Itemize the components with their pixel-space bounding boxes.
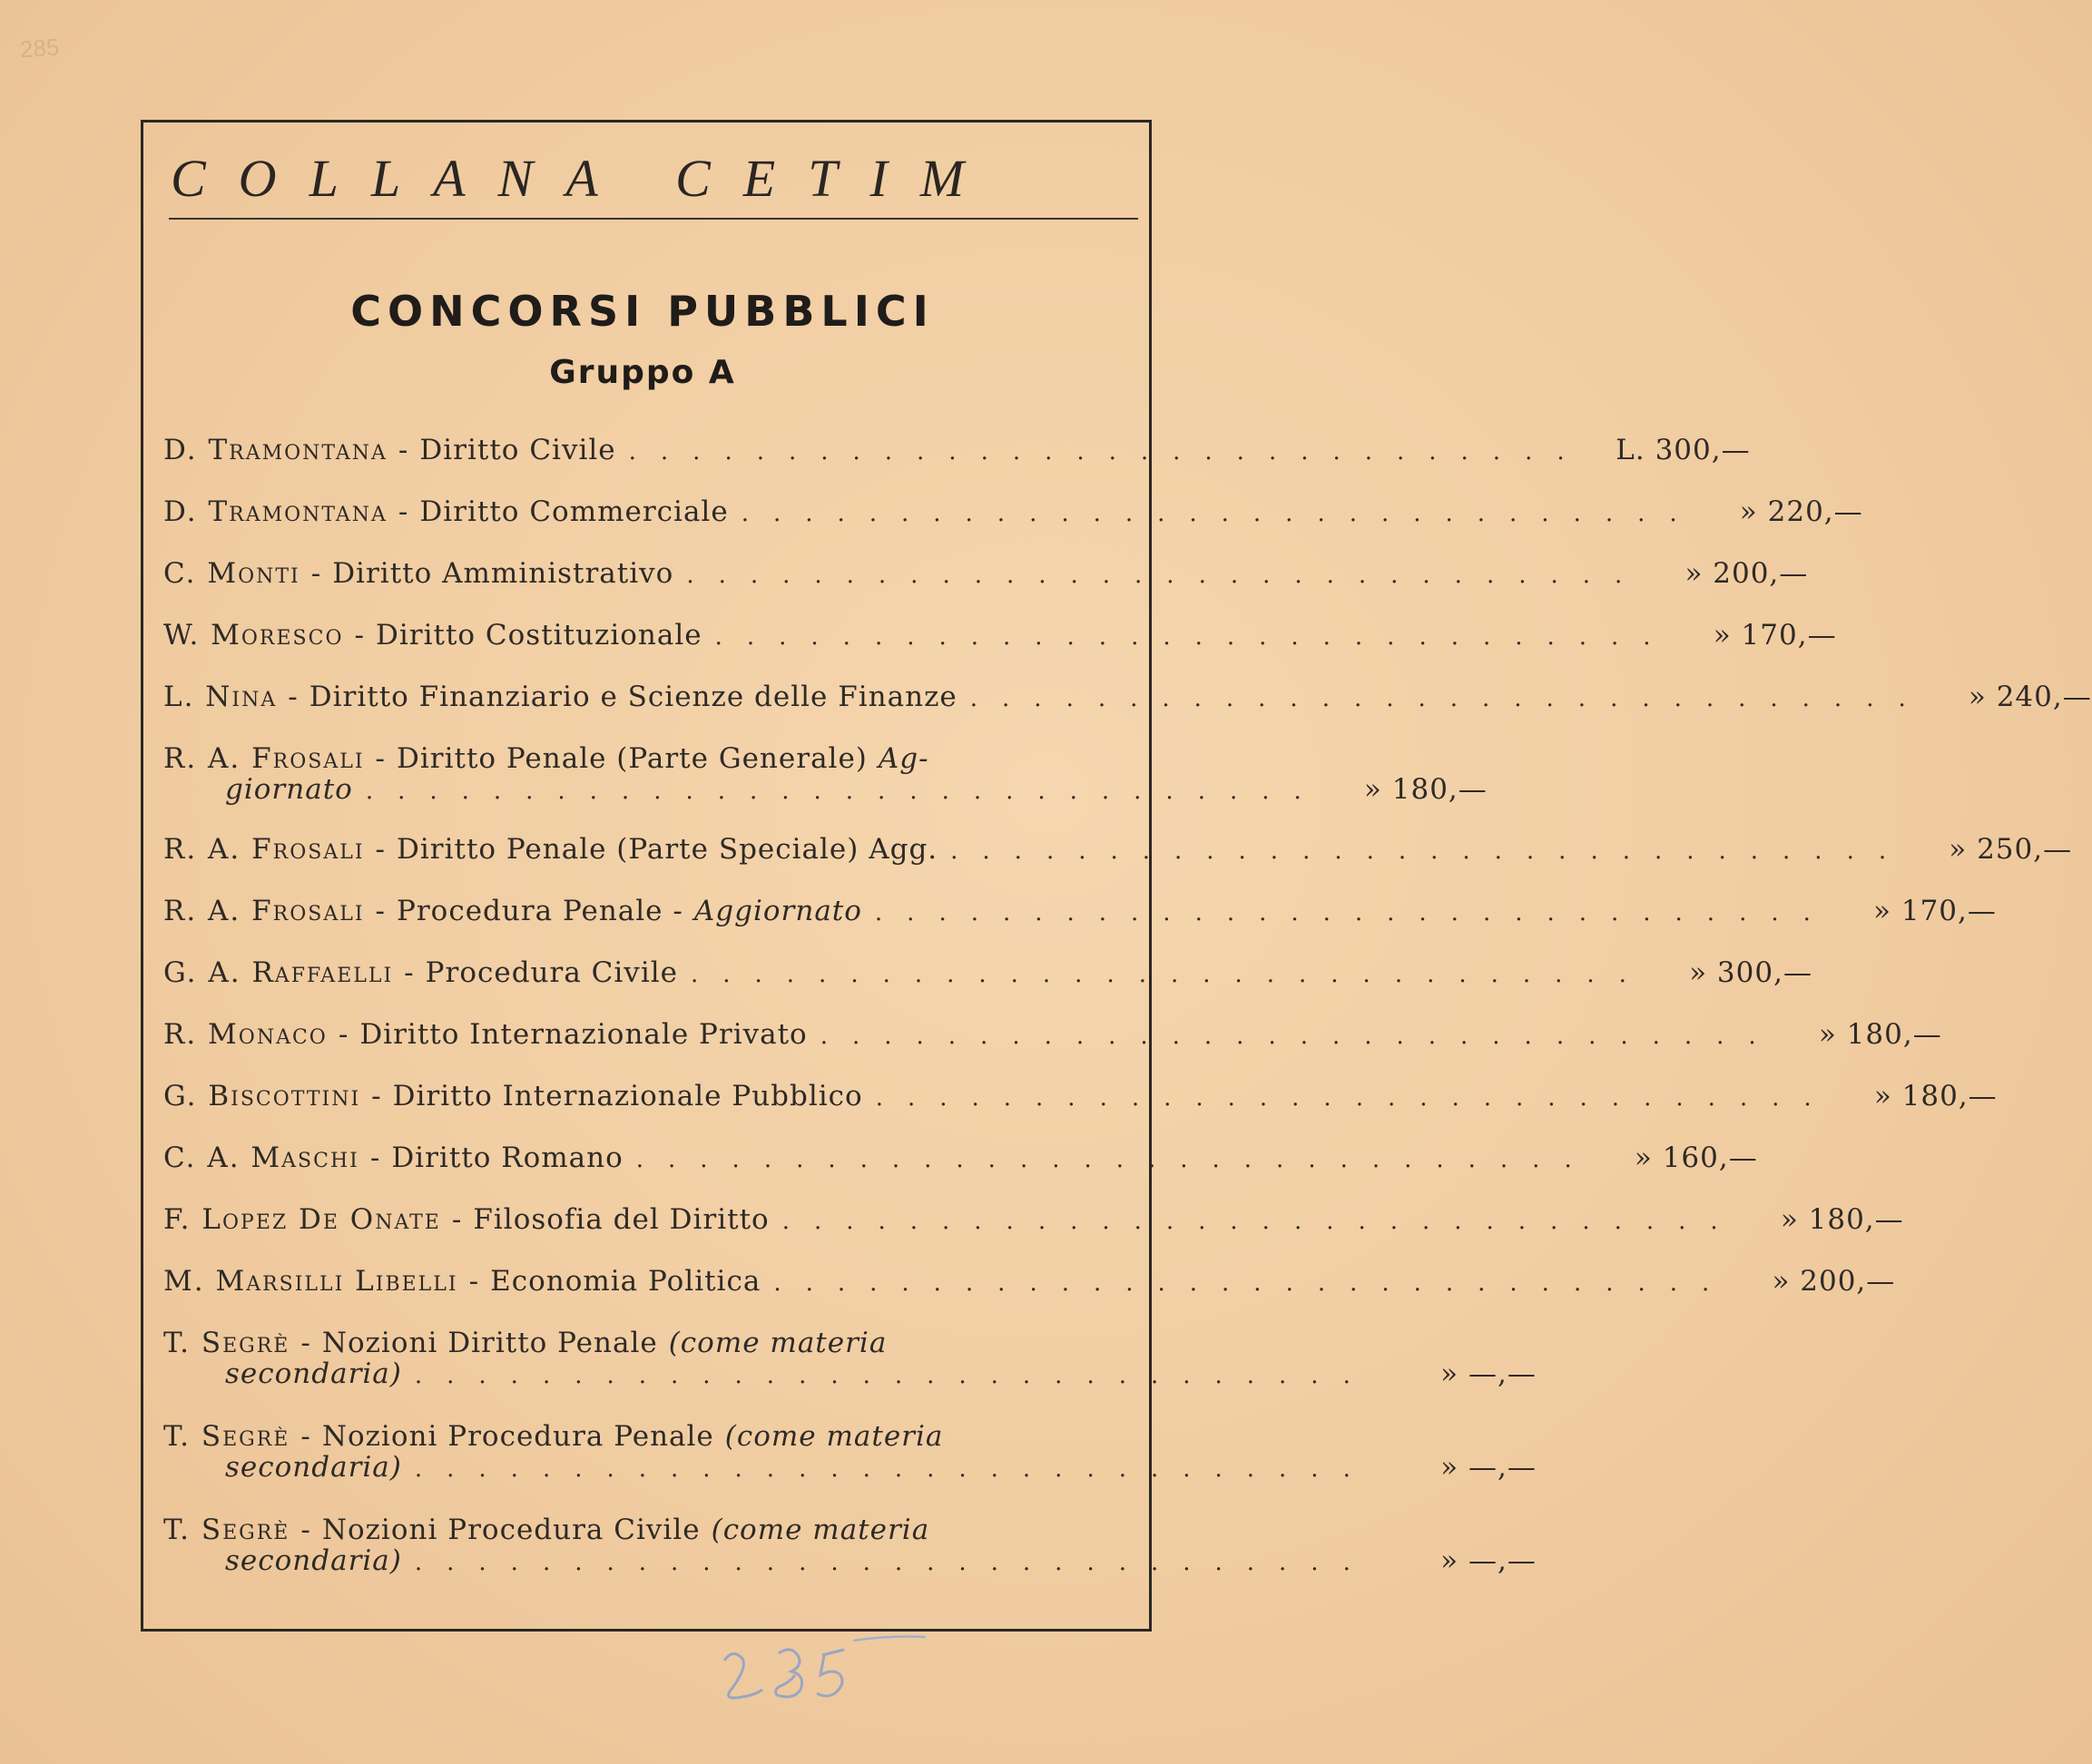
entry-price: » 180,— bbox=[1780, 1203, 1904, 1236]
entry-continuation bbox=[163, 1451, 1537, 1484]
series-heading: COLLANA CETIM bbox=[171, 149, 997, 208]
series-rule bbox=[169, 218, 1138, 220]
book-entry bbox=[163, 833, 2073, 895]
entry-separator: - bbox=[468, 1265, 480, 1298]
entry-separator: - bbox=[375, 833, 386, 866]
leader-dots: .............................. bbox=[874, 899, 1835, 926]
entry-price: » 300,— bbox=[1689, 956, 1812, 989]
leader-dots: .............................. bbox=[414, 1549, 1375, 1576]
entry-title-italic: (come materia bbox=[724, 1420, 944, 1453]
entry-separator: - bbox=[288, 681, 299, 713]
entry-author: G. Biscottini bbox=[163, 1080, 361, 1112]
entry-title: Diritto Commerciale bbox=[419, 495, 729, 528]
entry-author: R. A. Frosali bbox=[163, 833, 365, 866]
entry-line bbox=[163, 495, 1863, 528]
entry-title-continued: giornato bbox=[225, 773, 353, 806]
book-entry bbox=[163, 1420, 1537, 1514]
entry-price: » 160,— bbox=[1634, 1142, 1758, 1174]
entry-separator: - bbox=[371, 1080, 382, 1112]
book-entry bbox=[163, 895, 1997, 956]
entry-author: T. Segrè bbox=[163, 1514, 290, 1546]
entry-separator: - bbox=[375, 742, 386, 775]
entry-price: » —,— bbox=[1440, 1544, 1537, 1577]
entry-line bbox=[163, 833, 2073, 866]
entry-line bbox=[163, 557, 1809, 590]
book-entry bbox=[163, 742, 1488, 833]
corner-pencil-mark: 285 bbox=[18, 33, 61, 64]
entry-author: D. Tramontana bbox=[163, 495, 388, 528]
entry-author: F. Lopez De Onate bbox=[163, 1203, 441, 1236]
entry-title: Diritto Penale (Parte Generale) bbox=[397, 742, 868, 775]
entry-author: C. A. Maschi bbox=[163, 1142, 359, 1174]
entry-title-italic: Ag- bbox=[878, 742, 929, 775]
entry-separator: - bbox=[300, 1327, 311, 1359]
leader-dots: .............................. bbox=[714, 623, 1675, 651]
entry-author: T. Segrè bbox=[163, 1327, 290, 1359]
entry-line bbox=[163, 1080, 1998, 1112]
entry-author: T. Segrè bbox=[163, 1420, 290, 1453]
entry-separator: - bbox=[338, 1018, 349, 1051]
page-title: CONCORSI PUBBLICI bbox=[350, 287, 935, 336]
entry-line bbox=[163, 1203, 1904, 1236]
entry-line bbox=[163, 619, 1837, 652]
entry-price: » —,— bbox=[1440, 1357, 1537, 1390]
entry-price: » 180,— bbox=[1363, 773, 1488, 806]
leader-dots: .............................. bbox=[781, 1208, 1743, 1235]
entry-line bbox=[163, 1420, 1144, 1453]
entry-line bbox=[163, 1142, 1758, 1174]
entry-title: Economia Politica bbox=[490, 1265, 761, 1298]
entry-continuation bbox=[163, 1357, 1537, 1390]
entry-separator: - bbox=[354, 619, 365, 652]
entry-title: Procedura Penale - bbox=[397, 895, 683, 927]
entry-separator: - bbox=[404, 956, 415, 989]
entry-title: Diritto Costituzionale bbox=[375, 619, 702, 652]
entry-author: C. Monti bbox=[163, 557, 300, 590]
book-entry bbox=[163, 1514, 1537, 1607]
book-entry bbox=[163, 1018, 1942, 1080]
entry-line bbox=[163, 1514, 1144, 1546]
entry-price: » 200,— bbox=[1684, 557, 1809, 590]
entry-line bbox=[163, 742, 1144, 775]
entry-title: Diritto Civile bbox=[419, 434, 616, 466]
leader-dots: .............................. bbox=[875, 1084, 1836, 1112]
entry-line bbox=[163, 1018, 1942, 1051]
entry-title: Diritto Amministrativo bbox=[332, 557, 674, 590]
entry-author: L. Nina bbox=[163, 681, 278, 713]
entry-line bbox=[163, 681, 2092, 713]
entry-price: » 170,— bbox=[1713, 619, 1837, 652]
entry-title: Filosofia del Diritto bbox=[473, 1203, 770, 1236]
entry-title-continued: secondaria) bbox=[225, 1357, 402, 1390]
book-entry bbox=[163, 1327, 1537, 1420]
entry-line bbox=[163, 1327, 1144, 1359]
entry-author: G. A. Raffaelli bbox=[163, 956, 394, 989]
entry-author: M. Marsilli Libelli bbox=[163, 1265, 458, 1298]
handwritten-note bbox=[708, 1633, 980, 1715]
entry-title-italic: (come materia bbox=[711, 1514, 930, 1546]
entry-line bbox=[163, 1265, 1896, 1298]
entry-line bbox=[163, 895, 1997, 927]
leader-dots: .............................. bbox=[969, 685, 1930, 712]
entry-author: R. A. Frosali bbox=[163, 895, 365, 927]
book-entry bbox=[163, 619, 1837, 681]
book-entry bbox=[163, 434, 1751, 495]
leader-dots: .............................. bbox=[635, 1146, 1596, 1173]
book-entry bbox=[163, 557, 1809, 619]
entry-continuation bbox=[163, 1544, 1537, 1577]
entry-continuation bbox=[163, 773, 1488, 806]
entry-separator: - bbox=[375, 895, 386, 927]
entry-title: Procedura Civile bbox=[425, 956, 678, 989]
entry-author: R. A. Frosali bbox=[163, 742, 365, 775]
entry-title-italic: (come materia bbox=[668, 1327, 888, 1359]
entry-author: R. Monaco bbox=[163, 1018, 328, 1051]
book-entry bbox=[163, 681, 2092, 742]
entry-price: » 200,— bbox=[1772, 1265, 1896, 1298]
book-list bbox=[163, 434, 2092, 1607]
entry-title: Diritto Internazionale Privato bbox=[359, 1018, 808, 1051]
entry-separator: - bbox=[310, 557, 322, 590]
group-subtitle: Gruppo A bbox=[549, 354, 736, 391]
leader-dots: .............................. bbox=[414, 1455, 1375, 1483]
entry-separator: - bbox=[300, 1514, 311, 1546]
entry-price: » 220,— bbox=[1739, 495, 1863, 528]
leader-dots: .............................. bbox=[950, 838, 1911, 865]
entry-title-continued: secondaria) bbox=[225, 1451, 402, 1484]
leader-dots: .............................. bbox=[628, 438, 1589, 466]
leader-dots: .............................. bbox=[773, 1269, 1734, 1297]
book-entry bbox=[163, 1080, 1998, 1142]
entry-price: » —,— bbox=[1440, 1451, 1537, 1484]
book-entry bbox=[163, 1265, 1896, 1327]
book-entry bbox=[163, 1203, 1904, 1265]
entry-separator: - bbox=[369, 1142, 381, 1174]
entry-price: L. 300,— bbox=[1616, 434, 1751, 466]
entry-title: Diritto Internazionale Pubblico bbox=[392, 1080, 863, 1112]
leader-dots: .............................. bbox=[741, 500, 1702, 527]
leader-dots: .............................. bbox=[365, 778, 1326, 805]
entry-price: » 240,— bbox=[1968, 681, 2092, 713]
entry-line bbox=[163, 434, 1751, 466]
entry-separator: - bbox=[300, 1420, 311, 1453]
leader-dots: .............................. bbox=[691, 961, 1651, 988]
book-entry bbox=[163, 495, 1863, 557]
leader-dots: .............................. bbox=[414, 1362, 1375, 1389]
entry-price: » 180,— bbox=[1818, 1018, 1942, 1051]
entry-line bbox=[163, 956, 1812, 989]
entry-price: » 170,— bbox=[1873, 895, 1997, 927]
leader-dots: .............................. bbox=[820, 1023, 1781, 1050]
book-entry bbox=[163, 956, 1812, 1018]
entry-title: Nozioni Procedura Penale bbox=[321, 1420, 714, 1453]
entry-author: W. Moresco bbox=[163, 619, 344, 652]
entry-title: Nozioni Diritto Penale bbox=[321, 1327, 658, 1359]
entry-title-italic: Aggiornato bbox=[693, 895, 862, 927]
book-entry bbox=[163, 1142, 1758, 1203]
entry-separator: - bbox=[398, 434, 409, 466]
entry-separator: - bbox=[398, 495, 409, 528]
entry-title-continued: secondaria) bbox=[225, 1544, 402, 1577]
entry-separator: - bbox=[451, 1203, 463, 1236]
entry-author: D. Tramontana bbox=[163, 434, 388, 466]
leader-dots: .............................. bbox=[686, 562, 1647, 589]
entry-title: Diritto Finanziario e Scienze delle Finanze bbox=[309, 681, 958, 713]
entry-price: » 180,— bbox=[1873, 1080, 1998, 1112]
entry-title: Diritto Penale (Parte Speciale) Agg. bbox=[397, 833, 938, 866]
entry-price: » 250,— bbox=[1949, 833, 2073, 866]
entry-title: Diritto Romano bbox=[391, 1142, 624, 1174]
entry-title: Nozioni Procedura Civile bbox=[321, 1514, 701, 1546]
